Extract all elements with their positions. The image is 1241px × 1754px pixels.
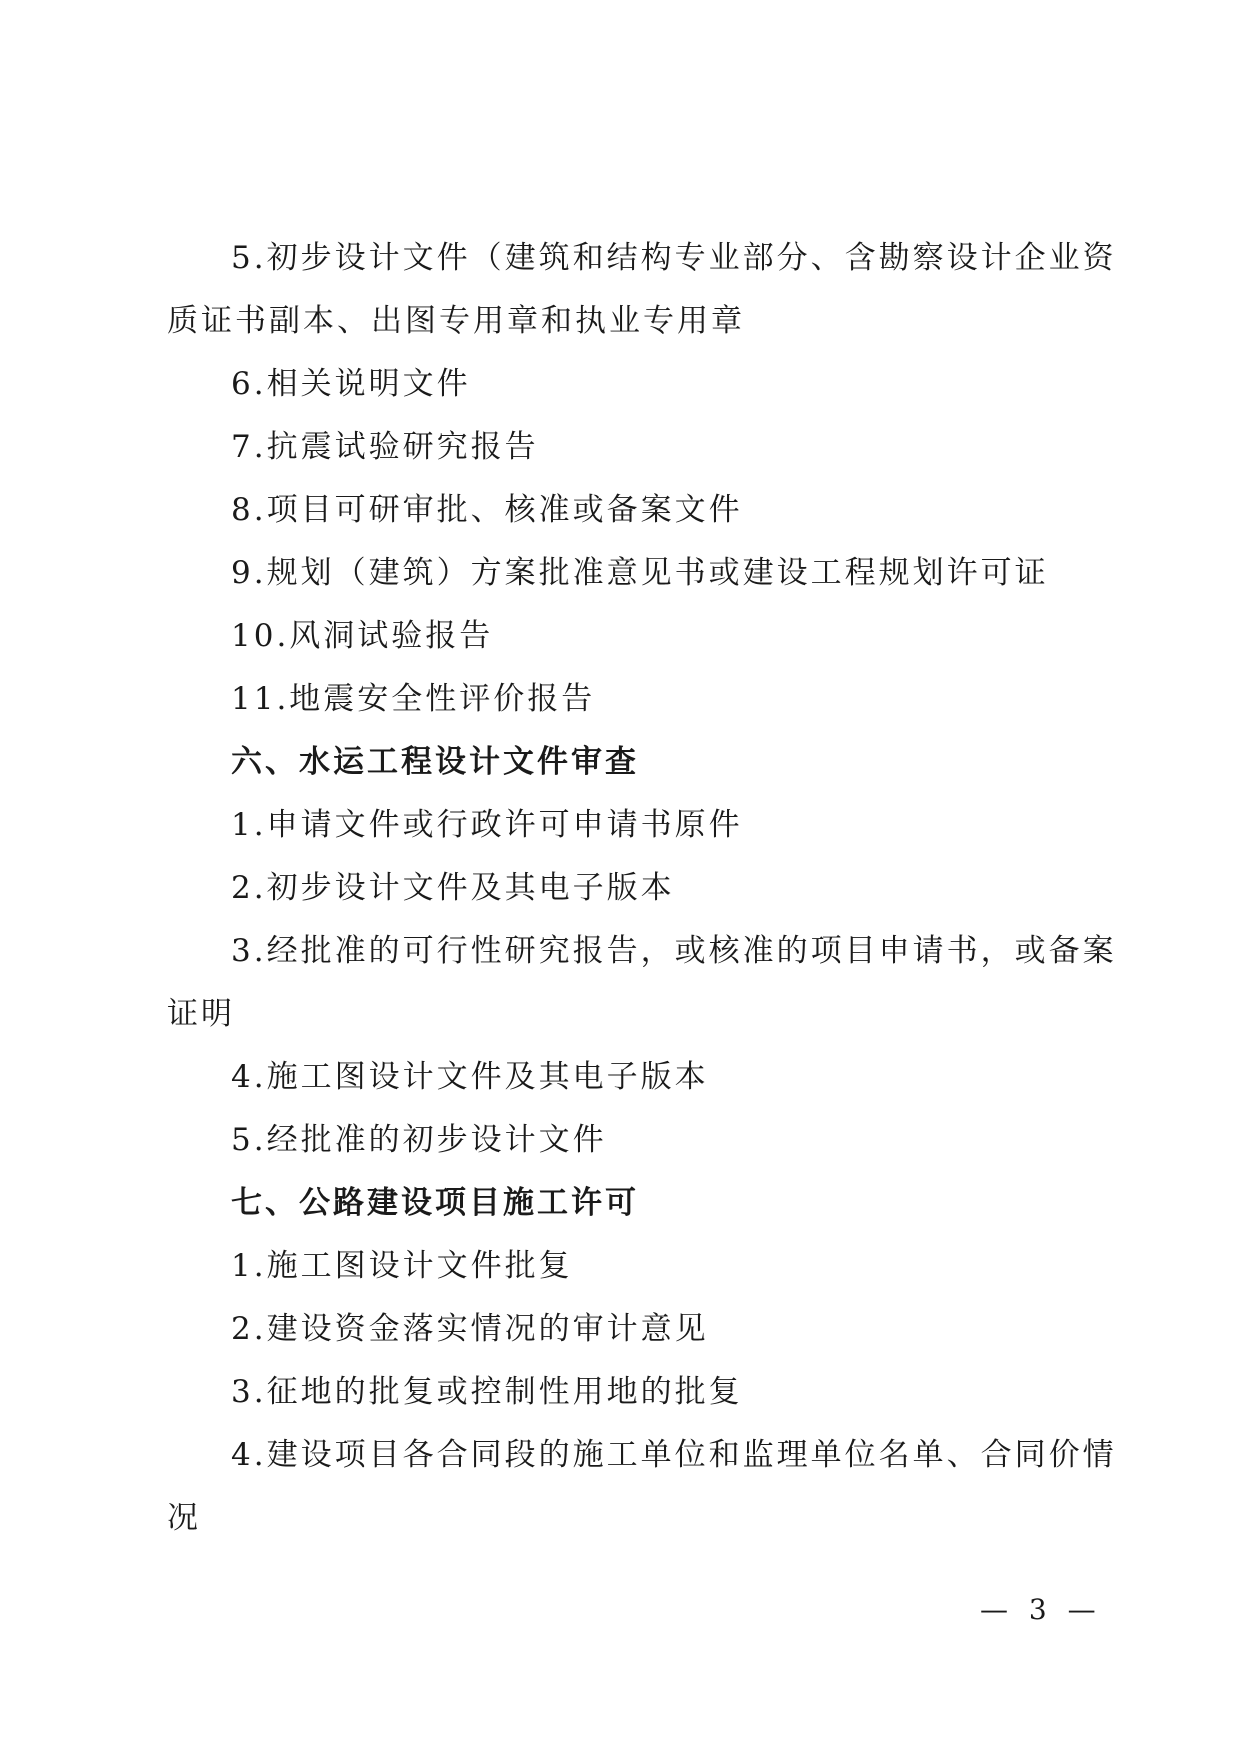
section5-item11: 11.地震安全性评价报告 (231, 681, 596, 717)
section5-item8: 8.项目可研审批、核准或备案文件 (231, 492, 743, 528)
section7-item4-line2: 况 (167, 1500, 201, 1536)
section6-heading: 六、水运工程设计文件审查 (231, 744, 639, 780)
section5-item10: 10.风洞试验报告 (231, 618, 494, 654)
section5-item5-line2: 质证书副本、出图专用章和执业专用章 (167, 303, 745, 339)
page-number: — 3 — (980, 1593, 1102, 1626)
section7-item3: 3.征地的批复或控制性用地的批复 (231, 1374, 743, 1410)
document-body (167, 227, 1117, 1550)
section5-item5-line1: 5.初步设计文件（建筑和结构专业部分、含勘察设计企业资 (231, 240, 1117, 276)
section6-item5: 5.经批准的初步设计文件 (231, 1122, 607, 1158)
section6-item3-line2: 证明 (167, 996, 235, 1032)
section6-item1: 1.申请文件或行政许可申请书原件 (231, 807, 743, 843)
section6-item2: 2.初步设计文件及其电子版本 (231, 870, 675, 906)
section5-item7: 7.抗震试验研究报告 (231, 429, 539, 465)
section7-item4-line1: 4.建设项目各合同段的施工单位和监理单位名单、合同价情 (231, 1437, 1117, 1473)
section6-item4: 4.施工图设计文件及其电子版本 (231, 1059, 709, 1095)
section7-item2: 2.建设资金落实情况的审计意见 (231, 1311, 709, 1347)
section7-item1: 1.施工图设计文件批复 (231, 1248, 573, 1284)
section5-item9: 9.规划（建筑）方案批准意见书或建设工程规划许可证 (231, 555, 1049, 591)
section7-heading: 七、公路建设项目施工许可 (231, 1185, 639, 1221)
section6-item3-line1: 3.经批准的可行性研究报告，或核准的项目申请书，或备案 (231, 933, 1117, 969)
section5-item6: 6.相关说明文件 (231, 366, 471, 402)
